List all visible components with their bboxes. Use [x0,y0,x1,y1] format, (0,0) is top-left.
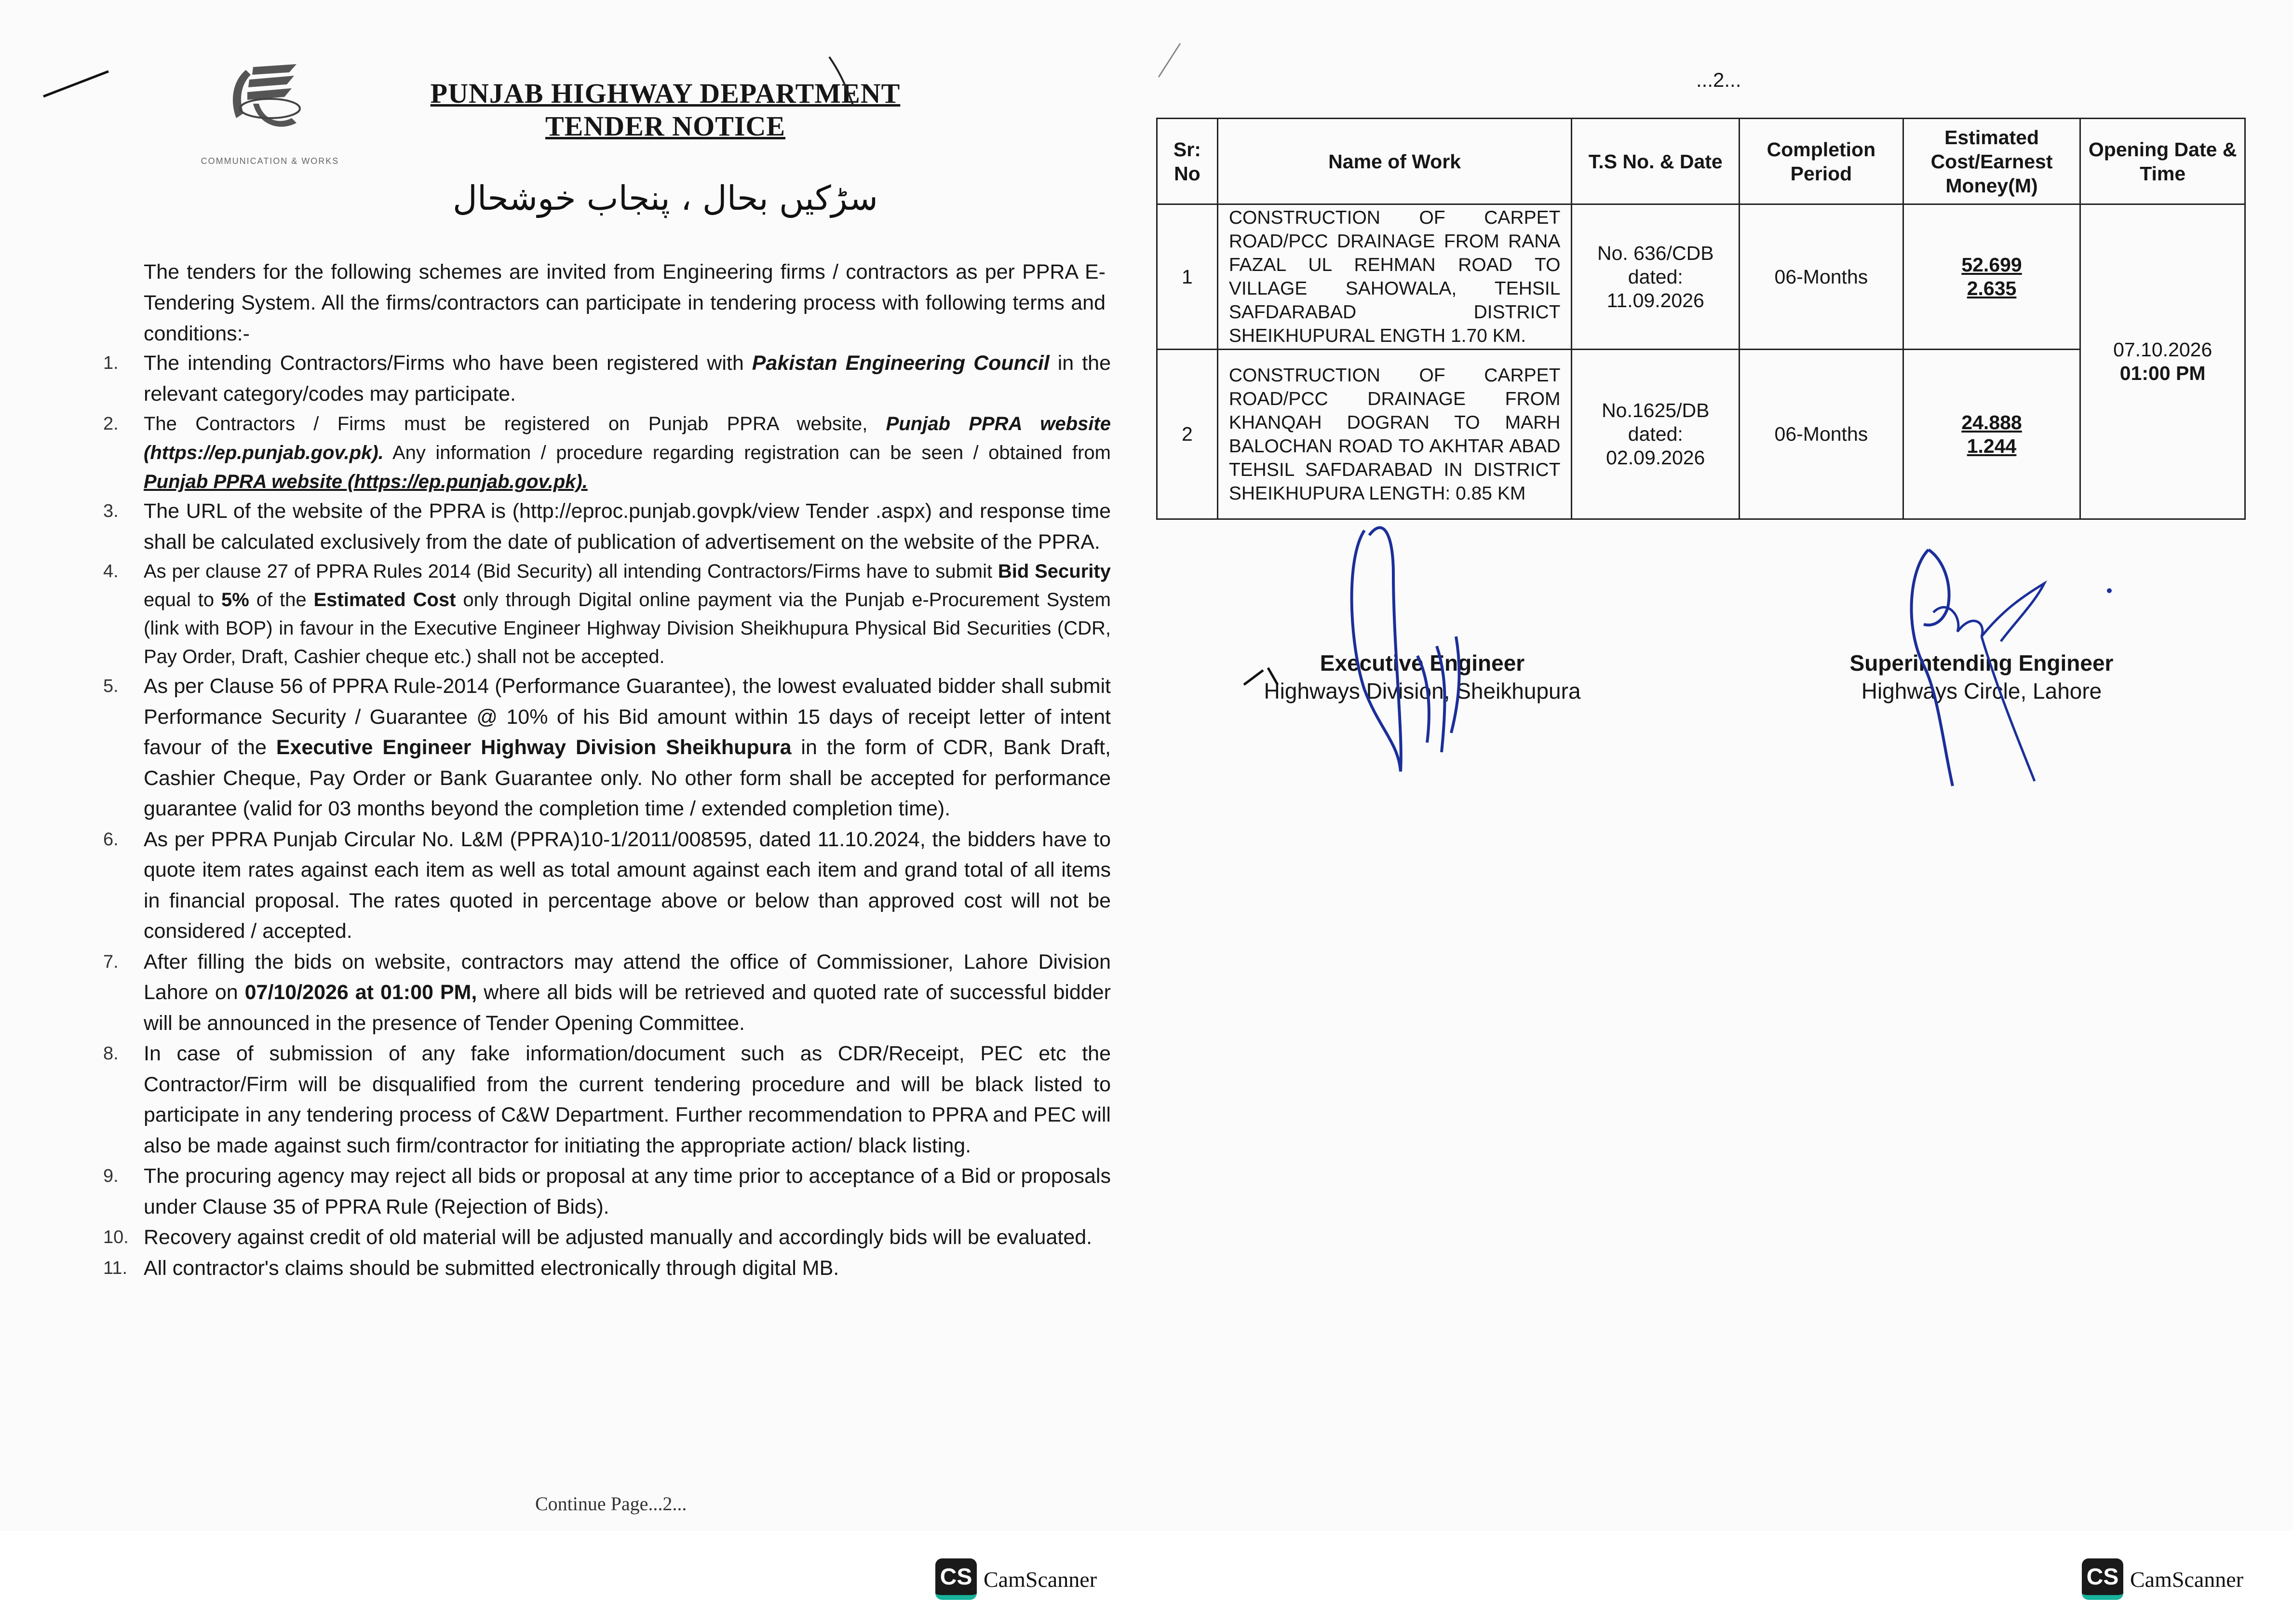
signatory-title: Superintending Engineer [1849,650,2114,676]
cell-opening-date-time: 07.10.2026 01:00 PM [2080,204,2245,519]
logo-caption: COMMUNICATION & WORKS [201,156,339,166]
col-header-sr-no: Sr: No [1157,119,1218,204]
tender-schedule-table [1156,118,2246,520]
col-header-opening-date-time: Opening Date & Time [2080,119,2245,204]
condition-item: 11. All contractor's claims should be submitted electronically through digital MB. [103,1256,839,1280]
continue-page-note: Continue Page...2... [535,1493,687,1515]
cell-completion-period: 06-Months [1740,350,1903,519]
terms-and-conditions-list [103,348,1111,1284]
cell-name-of-work: CONSTRUCTION OF CARPET ROAD/PCC DRAINAGE FROM RANA FAZAL UL REHMAN ROAD TO VILLAGE SAHOWALA, TEHSIL SAFDARABAD DISTRICT SHEIKHUPURAL ENGTH 1.70 KM. [1217,204,1572,350]
condition-item: 4. As per clause 27 of PPRA Rules 2014 (Bid Security) all intending Contractors/Firms have to submit Bid Security equal to 5% of the Estimated Cost only through Digital online payment via the Punjab e-Procurement System (link with BOP) in favour in the Executive Engineer Highway Division Sheikhupura Physical Bid Securities (CDR, Pay Order, Draft, Cashier cheque etc.) shall not be accepted. [103,561,1111,667]
camscanner-icon: CS [935,1558,977,1600]
cell-ts-no-date: No. 636/CDB dated: 11.09.2026 [1572,204,1740,350]
condition-item: 7. After filling the bids on website, contractors may attend the office of Commissioner, Lahore Division Lahore on 07/10/2026 at 01:00 PM, where all bids will be retrieved and quoted rate of successful bidder will be announced in the presence of Tender Opening Committee. [103,950,1111,1035]
condition-item: 8. In case of submission of any fake information/document such as CDR/Receipt, PEC etc the Contractor/Firm will be disqualified from the current tendering procedure and will be black listed to participate in any tendering process of C&W Department. Further recommendation to PPRA and PEC will also be made against such firm/contractor for initiating the appropriate action/ black listing. [103,1042,1111,1157]
cell-name-of-work: CONSTRUCTION OF CARPET ROAD/PCC DRAINAGE FROM KHANQAH DOGRAN TO MARH BALOCHAN ROAD TO AKHTAR ABAD TEHSIL SAFDARABAD IN DISTRICT SHEIKHUPURA LENGTH: 0.85 KM [1217,350,1572,519]
signatory-title: Executive Engineer [1320,650,1525,676]
cell-estimated-cost: 24.888 1.244 [1903,350,2080,519]
cell-completion-period: 06-Months [1740,204,1903,350]
superintending-engineer-signature [1890,540,2141,796]
col-header-estimated-cost: Estimated Cost/Earnest Money(M) [1903,119,2080,204]
condition-item: 9. The procuring agency may reject all bids or proposal at any time prior to acceptance of a Bid or proposals under Clause 35 of PPRA Rule (Rejection of Bids). [103,1164,1111,1218]
condition-item: 3. The URL of the website of the PPRA is (http://eproc.punjab.govpk/view Tender .aspx) and response time shall be calculated exclusively from the date of publication of advertisement on the website of the PPRA. [103,500,1111,554]
camscanner-watermark [2082,1558,2243,1600]
page-one [0,0,1146,1531]
department-title: PUNJAB HIGHWAY DEPARTMENT [430,78,901,109]
title-pen-tick [824,53,863,111]
executive-engineer-signature [1234,501,1562,781]
intro-paragraph: The tenders for the following schemes are invited from Engineering firms / contractors as per PPRA E-Tendering System. All the firms/contractors can participate in tendering process with following terms and conditions:- [144,260,1106,345]
corner-pen-mark [1154,39,1187,82]
cell-estimated-cost: 52.699 2.635 [1903,204,2080,350]
notice-title: TENDER NOTICE [545,110,786,142]
urdu-slogan: سڑکیں بحال ، پنجاب خوشحال [453,178,878,218]
camscanner-icon: CS [2082,1558,2123,1600]
condition-item: 2. The Contractors / Firms must be registered on Punjab PPRA website, Punjab PPRA website (https://ep.punjab.gov.pk). Any information / procedure regarding registration can be seen / obtained from Punjab PPRA website (https://ep.punjab.gov.pk). [103,413,1111,492]
signatory-office: Highways Circle, Lahore [1861,678,2102,704]
camscanner-label: CamScanner [2130,1567,2244,1592]
cell-ts-no-date: No.1625/DB dated: 02.09.2026 [1572,350,1740,519]
cell-sr-no: 1 [1157,204,1218,350]
camscanner-label: CamScanner [984,1567,1097,1592]
page-number: ...2... [1696,68,1741,91]
condition-item: 5. As per Clause 56 of PPRA Rule-2014 (Performance Guarantee), the lowest evaluated bidder shall submit Performance Security / Guarantee @ 10% of his Bid amount within 15 days of receipt letter of intent favour of the Executive Engineer Highway Division Sheikhupura in the form of CDR, Bank Draft, Cashier Cheque, Pay Order or Bank Guarantee only. No other form shall be accepted for performance guarantee (valid for 03 months beyond the completion time / extended completion time). [103,675,1111,820]
col-header-ts-no-date: T.S No. & Date [1572,119,1740,204]
condition-item: 1. The intending Contractors/Firms who have been registered with Pakistan Engineering Council in the relevant category/codes may participate. [103,352,1111,406]
camscanner-watermark [935,1558,1097,1600]
table-header-row [1157,119,2245,204]
table-row [1157,204,2245,350]
margin-pen-mark [41,63,113,101]
cell-sr-no: 2 [1157,350,1218,519]
col-header-completion-period: Completion Period [1740,119,1903,204]
col-header-name-of-work: Name of Work [1217,119,1572,204]
signatory-office: Highways Division, Sheikhupura [1264,678,1581,704]
condition-item: 10. Recovery against credit of old material will be adjusted manually and accordingly bids will be evaluated. [103,1226,1093,1249]
department-logo [195,60,345,176]
condition-item: 6. As per PPRA Punjab Circular No. L&M (PPRA)10-1/2011/008595, dated 11.10.2024, the bidders have to quote item rates against each item as well as total amount against each item and grand total of all items in financial proposal. The rates quoted in percentage above or below than approved cost will not be considered / accepted. [103,827,1111,943]
